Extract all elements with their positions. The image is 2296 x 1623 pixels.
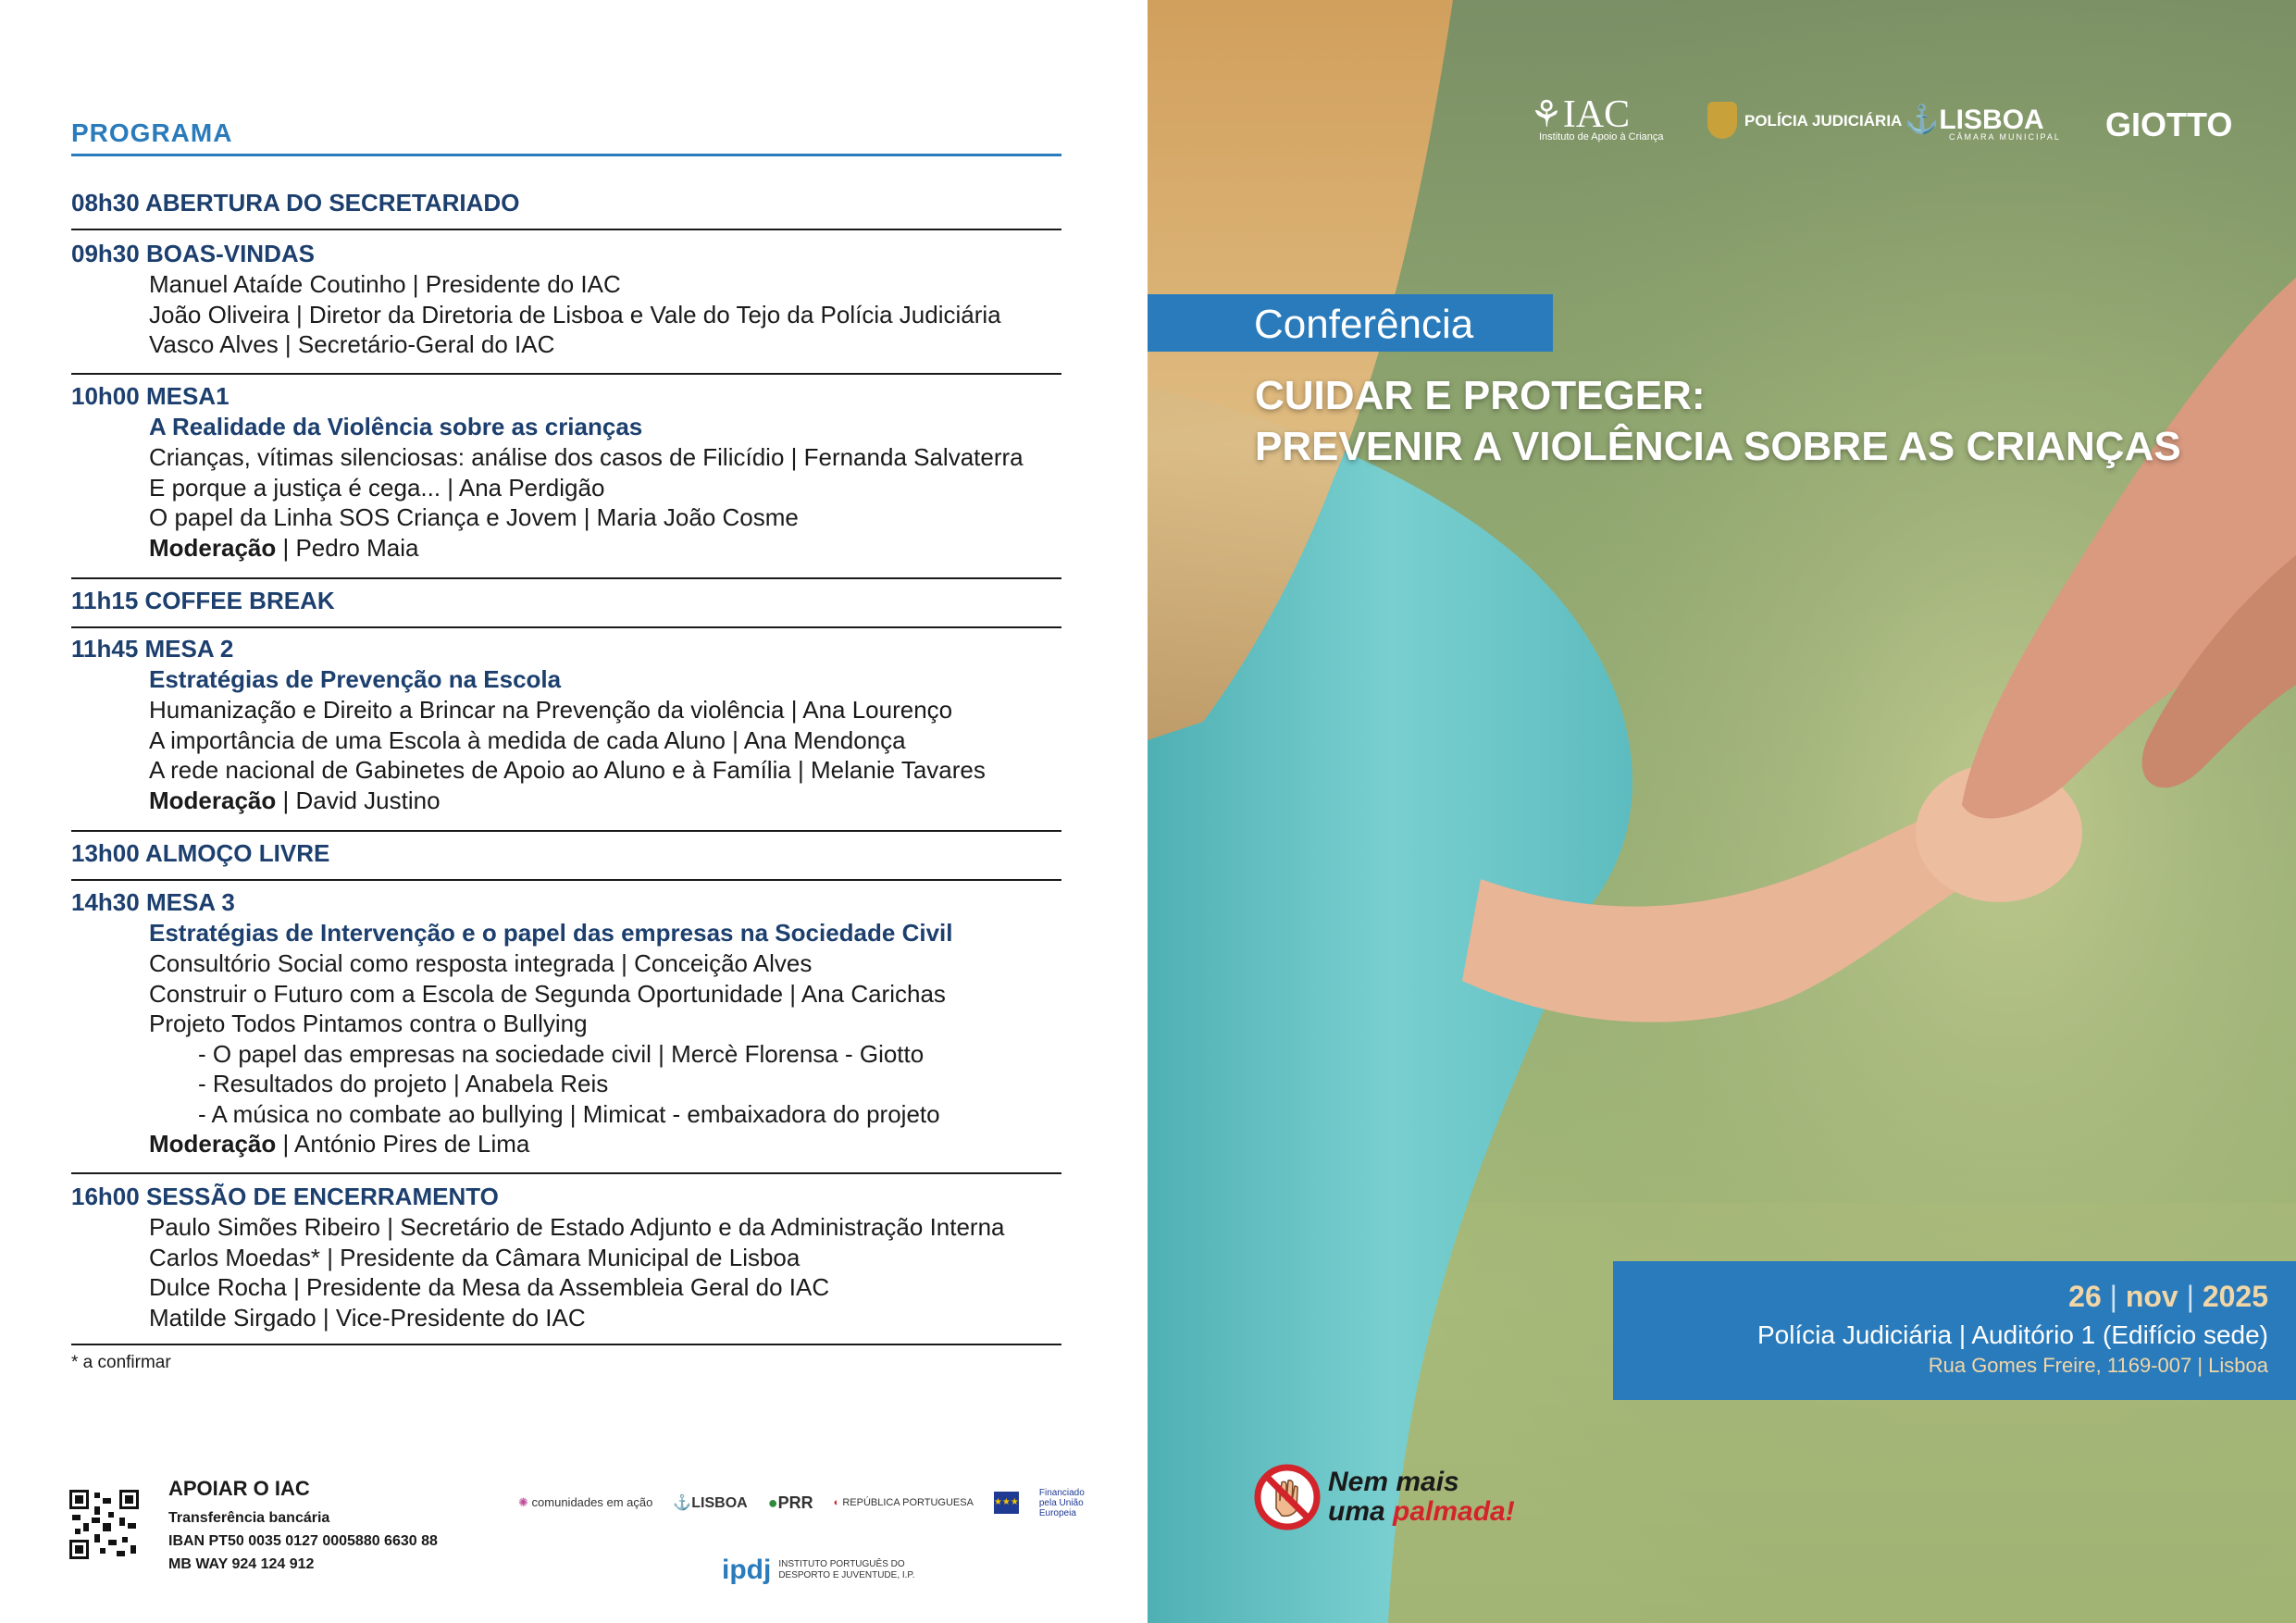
conference-title	[1255, 370, 2181, 472]
block-time: 14h30 MESA 3	[71, 888, 235, 916]
programme-block	[71, 1182, 1061, 1345]
pj-logo: POLÍCIA JUDICIÁRIA	[1707, 102, 1846, 139]
conference-banner	[1148, 294, 1553, 352]
sponsor-logo: ⚓LISBOA	[673, 1495, 748, 1511]
speaker-line: Vasco Alves | Secretário-Geral do IAC	[149, 330, 555, 358]
date-venue-box	[1613, 1261, 2296, 1400]
block-time: 13h00 ALMOÇO LIVRE	[71, 839, 330, 867]
qr-code-icon[interactable]	[69, 1490, 139, 1559]
speaker-line: Carlos Moedas* | Presidente da Câmara Municipal de Lisboa	[149, 1243, 800, 1271]
iac-logo: ⚘IAC Instituto de Apoio à Criança	[1530, 93, 1664, 142]
sponsor-logos	[518, 1486, 1085, 1519]
programme-block	[71, 381, 1061, 579]
session-subtitle: A Realidade da Violência sobre as crianças	[149, 413, 643, 440]
speaker-subline: - A música no combate ao bullying | Mimicat - embaixadora do projeto	[198, 1099, 940, 1128]
programme-block	[71, 586, 1061, 628]
pj-badge-icon	[1707, 102, 1737, 139]
moderator: | António Pires de Lima	[276, 1130, 530, 1158]
speaker-line: A rede nacional de Gabinetes de Apoio ao Aluno e à Família | Melanie Tavares	[149, 756, 986, 784]
programme-block	[71, 188, 1061, 230]
moderation-line	[71, 1129, 1061, 1159]
campaign-logo	[1254, 1464, 1515, 1530]
conference-label: Conferência	[1254, 302, 1474, 347]
speaker-subline: - Resultados do projeto | Anabela Reis	[198, 1070, 609, 1097]
programme-heading: PROGRAMA	[71, 118, 1061, 156]
sponsor-logo: ✺ comunidades em ação	[518, 1495, 653, 1509]
speaker-line: Humanização e Direito a Brincar na Prevenção da violência | Ana Lourenço	[149, 696, 953, 724]
support-section	[168, 1477, 438, 1576]
speaker-line: Paulo Simões Ribeiro | Secretário de Estado Adjunto e da Administração Interna	[149, 1213, 1005, 1241]
title-line: CUIDAR E PROTEGER:	[1255, 373, 1706, 418]
speaker-line: Matilde Sirgado | Vice-Presidente do IAC	[149, 1303, 586, 1332]
campaign-text: Nem mais uma palmada!	[1328, 1467, 1515, 1527]
block-time: 16h00 SESSÃO DE ENCERRAMENTO	[71, 1183, 499, 1210]
programme-block	[71, 239, 1061, 375]
moderator: | Pedro Maia	[276, 533, 419, 562]
giotto-logo: GIOTTO	[2105, 105, 2233, 143]
speaker-line: Crianças, vítimas silenciosas: análise dos casos de Filicídio | Fernanda Salvaterra	[149, 443, 1024, 471]
session-subtitle: Estratégias de Prevenção na Escola	[149, 665, 562, 693]
block-time: 11h15 COFFEE BREAK	[71, 587, 335, 614]
speaker-line: Projeto Todos Pintamos contra o Bullying	[149, 1010, 588, 1037]
support-iban: IBAN PT50 0035 0127 0005880 6630 88	[168, 1533, 438, 1549]
moderator: | David Justino	[276, 786, 441, 814]
block-time: 09h30 BOAS-VINDAS	[71, 240, 315, 267]
moderation-line	[71, 786, 1061, 816]
speaker-line: Construir o Futuro com a Escola de Segunda Oportunidade | Ana Carichas	[149, 979, 946, 1008]
sponsor-logo: Financiado pela União Europeia	[1038, 1487, 1085, 1518]
support-heading: APOIAR O IAC	[168, 1477, 310, 1500]
eu-flag-icon: ★★★	[994, 1492, 1019, 1514]
session-subtitle: Estratégias de Intervenção e o papel das empresas na Sociedade Civil	[149, 919, 953, 947]
cover-page	[1148, 0, 2296, 1623]
programme-block	[71, 634, 1061, 832]
programme-block	[71, 887, 1061, 1174]
block-time: 10h00 MESA1	[71, 382, 230, 410]
support-transfer: Transferência bancária	[168, 1510, 330, 1526]
block-time: 11h45 MESA 2	[71, 635, 234, 663]
title-line: PREVENIR A VIOLÊNCIA SOBRE AS CRIANÇAS	[1255, 424, 2181, 469]
speaker-line: João Oliveira | Diretor da Diretoria de Lisboa e Vale do Tejo da Polícia Judiciária	[149, 300, 1001, 328]
confirm-note: * a confirmar	[71, 1353, 171, 1372]
speaker-line: Manuel Ataíde Coutinho | Presidente do IAC	[149, 270, 621, 298]
speaker-line: E porque a justiça é cega... | Ana Perdigão	[149, 473, 605, 502]
sponsor-logo: ◐ REPÚBLICA PORTUGUESA	[833, 1497, 974, 1508]
block-time: 08h30 ABERTURA DO SECRETARIADO	[71, 189, 520, 217]
moderation-label: Moderação	[149, 1130, 277, 1158]
ipdj-logo	[722, 1555, 926, 1586]
support-mbway: MB WAY 924 124 912	[168, 1556, 315, 1572]
moderation-label: Moderação	[149, 786, 277, 814]
speaker-line: Consultório Social como resposta integrada | Conceição Alves	[149, 949, 813, 977]
partner-logos	[1148, 93, 2296, 148]
sponsor-logo: ●PRR	[767, 1493, 813, 1512]
moderation-label: Moderação	[149, 533, 277, 562]
event-venue: Polícia Judiciária | Auditório 1 (Edifício sede)	[1757, 1320, 2268, 1349]
ipdj-mark: ipdj	[722, 1555, 772, 1585]
lisboa-logo: ⚓LISBOA CÂMARA MUNICIPAL	[1905, 105, 2061, 142]
speaker-line: O papel da Linha SOS Criança e Jovem | Maria João Cosme	[149, 503, 799, 531]
programme-block	[71, 838, 1061, 881]
speaker-subline: - O papel das empresas na sociedade civil | Mercè Florensa - Giotto	[198, 1039, 925, 1068]
event-date: 26 | nov | 2025	[2068, 1280, 2268, 1313]
ipdj-text: INSTITUTO PORTUGUÊS DO DESPORTO E JUVENTUDE, I.P.	[778, 1559, 915, 1580]
speaker-line: A importância de uma Escola à medida de cada Aluno | Ana Mendonça	[149, 725, 906, 754]
speaker-line: Dulce Rocha | Presidente da Mesa da Assembleia Geral do IAC	[149, 1273, 830, 1301]
event-address: Rua Gomes Freire, 1169-007 | Lisboa	[1928, 1354, 2268, 1377]
no-hand-icon	[1254, 1464, 1321, 1530]
moderation-line	[71, 533, 1061, 564]
